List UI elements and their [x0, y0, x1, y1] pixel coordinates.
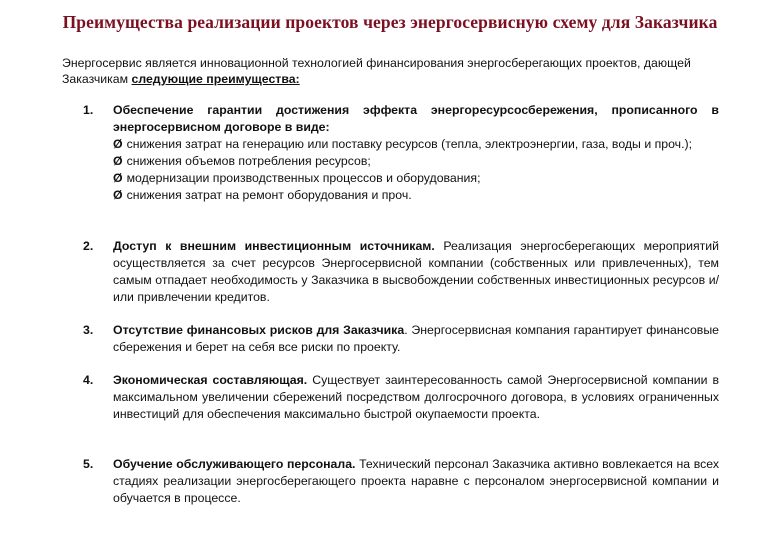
- item-text: Реализация энергосберегающих мероприятий осуществляется за счет ресурсов Энергосервисной компании (собственных или привлеченных), тем самым отпадает необходимость у Заказчика в высвобождении собственных инвестиционных ресурсов и/или привлечении кредитов.: [113, 239, 719, 304]
- intro-underlined: следующие преимущества:: [131, 72, 300, 86]
- item-text: Существует заинтересованность самой Энергосервисной компании в максимальном увеличении сбережений посредством долгосрочного договора, в условиях ограниченных инвестиций для обеспечения максимально быстрой окупаемости проекта.: [113, 373, 719, 421]
- arrow-bullet-icon: Ø: [113, 137, 123, 151]
- item-number: 1.: [83, 103, 94, 117]
- item-heading: Отсутствие финансовых рисков для Заказчика: [113, 323, 405, 337]
- item-text: . Энергосервисная компания гарантирует финансовые сбережения и берет на себя все риски по проекту.: [113, 323, 719, 354]
- item-number: 5.: [83, 457, 94, 471]
- arrow-bullet-icon: Ø: [113, 171, 123, 185]
- bullet-item: Ø снижения затрат на генерацию или поставку ресурсов (тепла, электроэнергии, газа, воды и проч.);: [113, 137, 693, 151]
- item-number: 2.: [83, 239, 94, 253]
- list-item-4: [83, 372, 719, 423]
- list-item-3: [83, 322, 719, 356]
- page-title: Преимущества реализации проектов через энергосервисную схему для Заказчика: [62, 12, 718, 32]
- list-item-1: [83, 102, 719, 204]
- item-number: 3.: [83, 323, 94, 337]
- item-heading: Доступ к внешним инвестиционным источникам.: [113, 239, 435, 253]
- intro-text: Энергосервис является инновационной технологией финансирования энергосберегающих проектов, дающей Заказчикам: [62, 56, 691, 86]
- bullet-item: Ø снижения объемов потребления ресурсов;: [113, 154, 371, 168]
- item-heading: Экономическая составляющая.: [113, 373, 308, 387]
- item-heading: Обеспечение гарантии достижения эффекта энергоресурсосбережения, прописанного в энергосервисном договоре в виде:: [113, 103, 719, 134]
- bullet-item: Ø снижения затрат на ремонт оборудования и проч.: [113, 188, 412, 202]
- arrow-bullet-icon: Ø: [113, 154, 123, 168]
- list-item-5: [83, 456, 719, 507]
- item-number: 4.: [83, 373, 94, 387]
- intro-paragraph: [62, 55, 722, 87]
- arrow-bullet-icon: Ø: [113, 188, 123, 202]
- list-item-2: [83, 238, 719, 306]
- item-text: Технический персонал Заказчика активно вовлекается на всех стадиях реализации энергосберегающего проекта наравне с персоналом энергосервисной компании и обучается в процессе.: [113, 457, 719, 505]
- item-heading: Обучение обслуживающего персонала.: [113, 457, 356, 471]
- bullet-item: Ø модернизации производственных процессов и оборудования;: [113, 171, 481, 185]
